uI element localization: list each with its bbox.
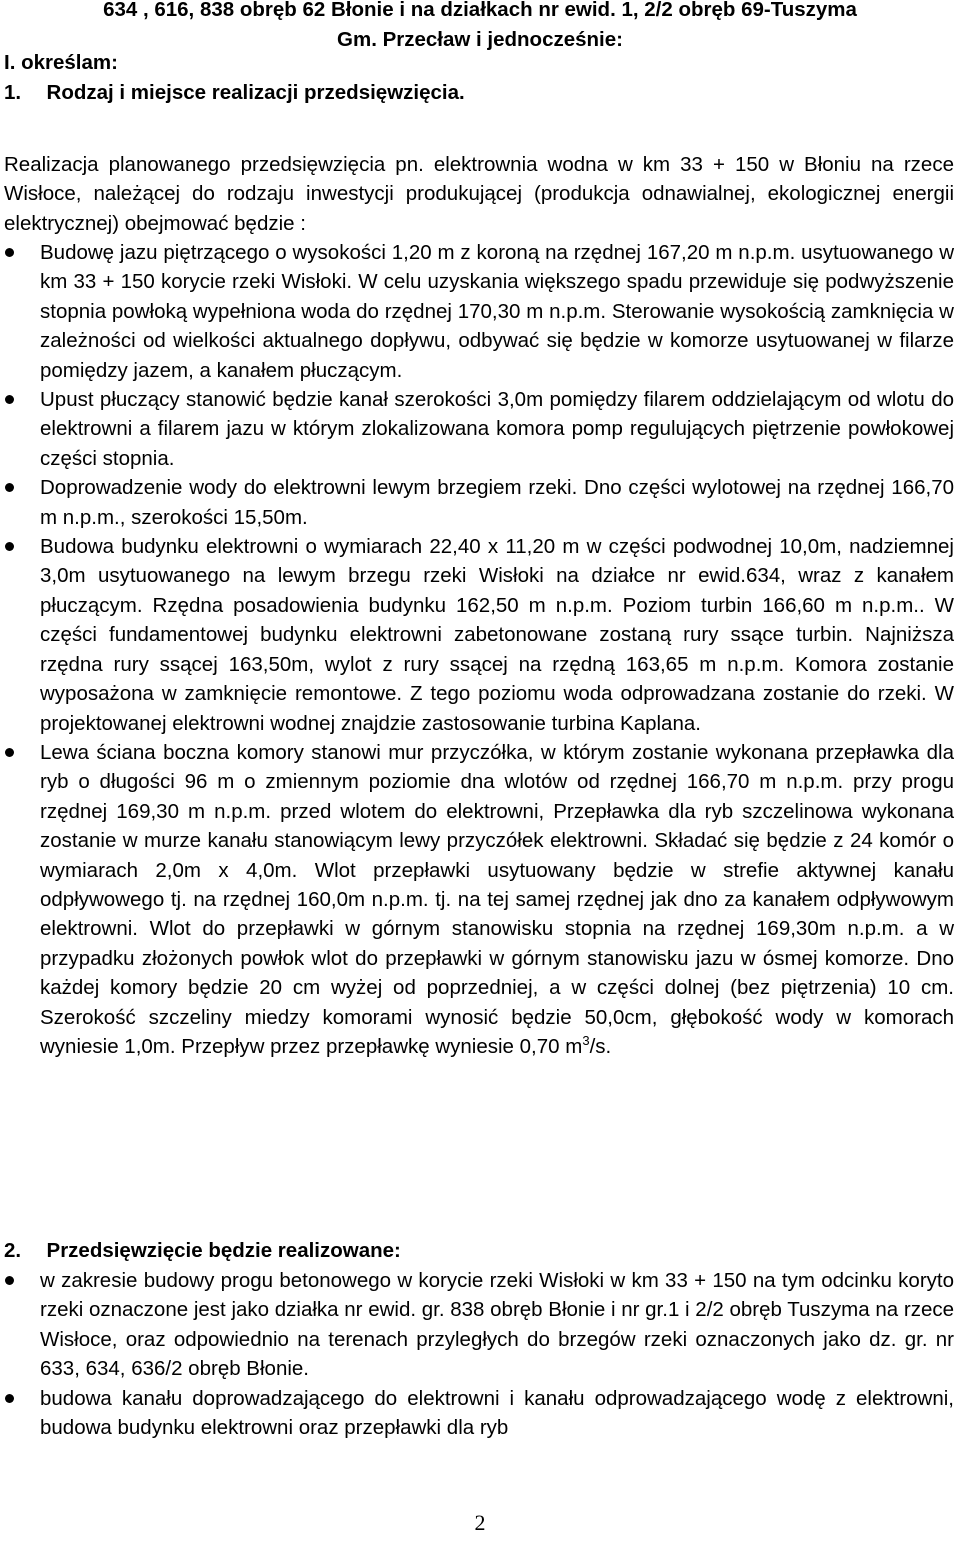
- bullet-icon: [5, 248, 14, 257]
- implementation-scope-list: [0, 1266, 960, 1442]
- list-item-text: Budowę jazu piętrzącego o wysokości 1,20 m z koroną na rzędnej 167,20 m n.p.m. usytuowanego w km 33 + 150 korycie rzeki Wisłoki. W celu uzyskania większego spadu przewiduje się podwyższenie stopnia powłoką wypełniona woda do rzędnej 170,30 m n.p.m. Sterowanie wysokością zamknięcia w zależności od wielkości aktualnego dopływu, odbywać się będzie w komorze usytuowanej w filarze pomiędzy jazem, a kanałem płuczącym.: [40, 241, 954, 382]
- list-item: [0, 532, 960, 738]
- intro-paragraph: Realizacja planowanego przedsięwzięcia pn. elektrownia wodna w km 33 + 150 w Błoniu na rzece Wisłoce, należącej do rodzaju inwestycji produkującej (produkcja odnawialnej, ekologicznej energii elektrycznej) obejmować będzie :: [4, 153, 954, 235]
- document-heading: [4, 0, 956, 54]
- bullet-icon: [5, 395, 14, 404]
- superscript-exponent: 3: [582, 1032, 590, 1048]
- list-item: [0, 1266, 960, 1384]
- section-2-heading: [4, 1236, 401, 1265]
- list-item-text: Upust płuczący stanowić będzie kanał szerokości 3,0m pomiędzy filarem oddzielającym od wlotu do elektrowni a filarem jazu w którym zlokalizowana komora pomp regulujących piętrzenie powłokowej części stopnia.: [40, 388, 954, 470]
- list-item: [0, 473, 960, 532]
- list-item: [0, 738, 960, 1061]
- list-item: [0, 238, 960, 385]
- page-number: 2: [474, 1510, 486, 1535]
- list-item-text-tail: /s.: [589, 1034, 612, 1058]
- bullet-icon: [5, 1276, 14, 1285]
- bullet-icon: [5, 748, 14, 757]
- section-1-label: I. określam:: [4, 51, 118, 74]
- section-2-title: Przedsięwzięcie będzie realizowane:: [46, 1239, 401, 1262]
- heading-line-1: 634 , 616, 838 obręb 62 Błonie i na działkach nr ewid. 1, 2/2 obręb 69-Tuszyma: [103, 0, 857, 21]
- list-item: [0, 1384, 960, 1443]
- list-item: [0, 385, 960, 473]
- list-item-text: w zakresie budowy progu betonowego w korycie rzeki Wisłoki w km 33 + 150 na tym odcinku koryto rzeki oznaczone jest jako działka nr ewid. gr. 838 obręb Błonie i nr gr.1 i 2/2 obręb Tuszyma na rzece Wisłoce, oraz odpowiednio na terenach przyległych do brzegów rzeki oznaczonych jako dz. gr. nr 633, 634, 636/2 obręb Błonie.: [40, 1269, 954, 1381]
- list-item-text: Lewa ściana boczna komory stanowi mur przyczółka, w którym zostanie wykonana przepławka dla ryb o długości 96 m o zmiennym poziomie dna wlotów od rzędnej 166,70 m n.p.m. przy progu rzędnej 169,30 m n.p.m. przed wlotem do elektrowni, Przepławka dla ryb szczelinowa wykonana zostanie w murze kanału stanowiącym lewy przyczółek elektrowni. Składać się będzie z 24 komór o wymiarach 2,0m x 4,0m. Wlot przepławki usytuowany będzie w strefie aktywnej kanału odpływowego tj. na rzędnej 160,0m n.p.m. tj. na tej samej rzędnej jak dno za kanałem odpływowym elektrowni. Wlot do przepławki w górnym stanowisku stopnia na rzędnej 169,30m n.p.m. a w przypadku złożonych powłok wlot do przepławki w górnym stanowisku jazu w ósmej komorze. Dno każdej komory będzie 20 cm wyżej od poprzedniej, a w części dolnej (bez piętrzenia) 10 cm. Szerokość szczeliny miedzy komorami wynosić będzie 50,0cm, głębokość wody w komorach wyniesie 1,0m. Przepływ przez przepławkę wyniesie 0,70 m: [40, 740, 954, 1058]
- section-1-number: 1.: [4, 81, 22, 104]
- bullet-icon: [5, 1394, 14, 1403]
- list-item-text: Budowa budynku elektrowni o wymiarach 22,40 x 11,20 m w części podwodnej 10,0m, nadziemnej 3,0m usytuowanego na lewym brzegu rzeki Wisłoki na działce nr ewid.634, wraz z kanałem płuczącym. Rzędna posadowienia budynku 162,50 m n.p.m. Poziom turbin 166,60 m n.p.m.. W części fundamentowej budynku elektrowni zabetonowane zostaną rury ssące turbin. Najniższa rzędna rury ssącej 163,50m, wylot z rury ssącej na rzędną 163,65 m n.p.m. Komora zostanie wyposażona w zamknięcie remontowe. Z tego poziomu woda odprowadzana zostanie do rzeki. W projektowanej elektrowni wodnej znajdzie zastosowanie turbina Kaplana.: [40, 535, 954, 735]
- list-item-text: Doprowadzenie wody do elektrowni lewym brzegiem rzeki. Dno części wylotowej na rzędnej 166,70 m n.p.m., szerokości 15,50m.: [40, 476, 954, 529]
- bullet-icon: [5, 542, 14, 551]
- bullet-icon: [5, 483, 14, 492]
- list-item-text: budowa kanału doprowadzającego do elektrowni i kanału odprowadzającego wodę z elektrowni, budowa budynku elektrowni oraz przepławki dla ryb: [40, 1386, 954, 1440]
- heading-line-2: Gm. Przecław i jednocześnie:: [337, 27, 623, 51]
- section-1-heading: [4, 78, 465, 107]
- section-2-number: 2.: [4, 1239, 22, 1262]
- project-scope-list: [0, 238, 960, 1061]
- section-1-title: Rodzaj i miejsce realizacji przedsięwzięcia.: [46, 81, 465, 104]
